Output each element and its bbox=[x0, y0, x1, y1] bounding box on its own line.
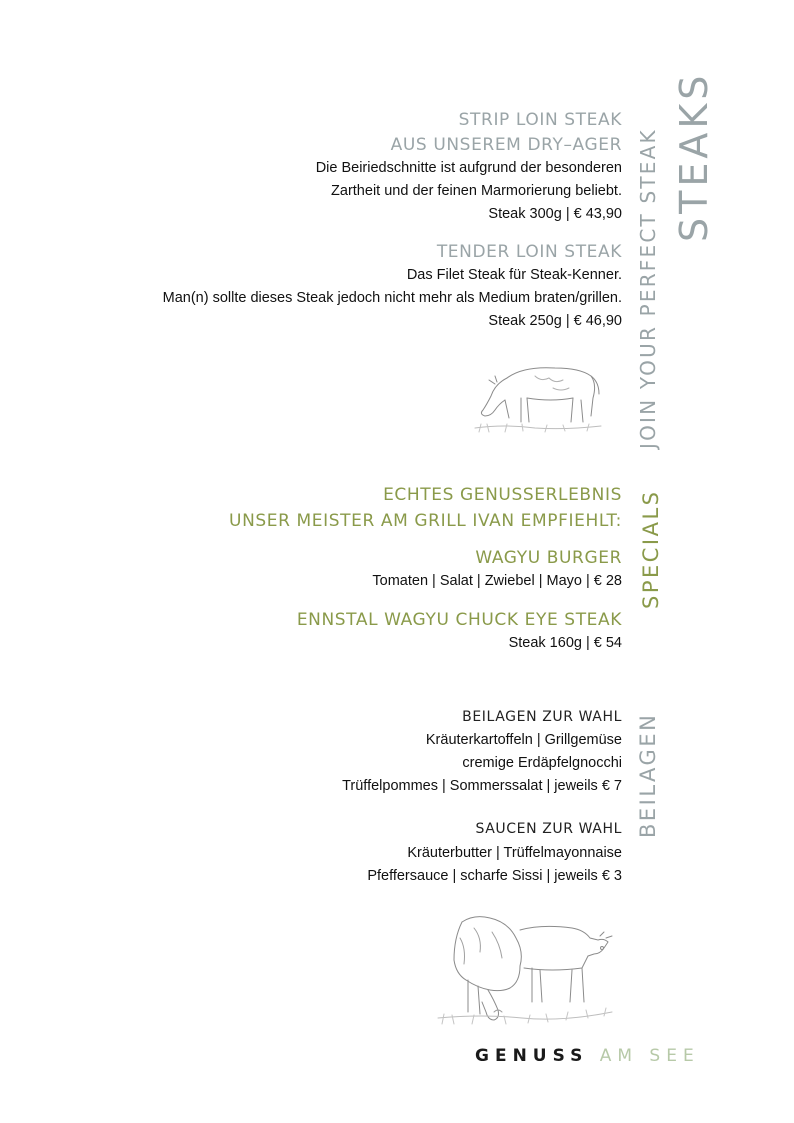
steaks-section-label: STEAKS bbox=[672, 71, 716, 242]
two-cows-sketch bbox=[432, 908, 618, 1030]
tender-loin-desc-line1: Das Filet Steak für Steak-Kenner. bbox=[406, 267, 622, 283]
sauces-line1: Kräuterbutter | Trüffelmayonnaise bbox=[407, 845, 622, 861]
tender-loin-desc-line2: Man(n) sollte dieses Steak jedoch nicht mehr als Medium braten/grillen. bbox=[162, 290, 622, 306]
strip-loin-title-line1: STRIP LOIN STEAK bbox=[458, 110, 622, 130]
sauces-line2: Pfeffersauce | scharfe Sissi | jeweils € 3 bbox=[367, 868, 622, 884]
wagyu-burger-desc: Tomaten | Salat | Zwiebel | Mayo | € 28 bbox=[372, 573, 622, 589]
strip-loin-price: Steak 300g | € 43,90 bbox=[488, 206, 622, 222]
steaks-tagline-vertical: JOIN YOUR PERFECT STEAK bbox=[636, 128, 660, 449]
specials-intro-line1: ECHTES GENUSSERLEBNIS bbox=[383, 485, 622, 505]
beilagen-section-label: BEILAGEN bbox=[636, 712, 660, 838]
wagyu-burger-title: WAGYU BURGER bbox=[475, 548, 622, 568]
chuck-eye-desc: Steak 160g | € 54 bbox=[508, 635, 622, 651]
footer-brand-part2: AM SEE bbox=[599, 1046, 700, 1066]
grazing-cow-sketch bbox=[465, 358, 607, 436]
sides-line3: Trüffelpommes | Sommerssalat | jeweils € 7 bbox=[342, 778, 622, 794]
footer-brand bbox=[475, 1046, 700, 1066]
specials-intro-line2: UNSER MEISTER AM GRILL IVAN EMPFIEHLT: bbox=[229, 511, 622, 531]
sides-title: BEILAGEN ZUR WAHL bbox=[462, 709, 622, 725]
specials-section-label: SPECIALS bbox=[639, 489, 663, 609]
strip-loin-title-line2: AUS UNSEREM DRY–AGER bbox=[390, 135, 622, 155]
sides-line2: cremige Erdäpfelgnocchi bbox=[462, 755, 622, 771]
sauces-title: SAUCEN ZUR WAHL bbox=[475, 821, 622, 837]
strip-loin-desc-line1: Die Beiriedschnitte ist aufgrund der besonderen bbox=[315, 160, 622, 176]
strip-loin-desc-line2: Zartheit und der feinen Marmorierung beliebt. bbox=[331, 183, 622, 199]
tender-loin-title: TENDER LOIN STEAK bbox=[436, 242, 622, 262]
sides-line1: Kräuterkartoffeln | Grillgemüse bbox=[425, 732, 622, 748]
footer-brand-part1: GENUSS bbox=[475, 1046, 589, 1066]
tender-loin-price: Steak 250g | € 46,90 bbox=[488, 313, 622, 329]
chuck-eye-title: ENNSTAL WAGYU CHUCK EYE STEAK bbox=[296, 610, 622, 630]
